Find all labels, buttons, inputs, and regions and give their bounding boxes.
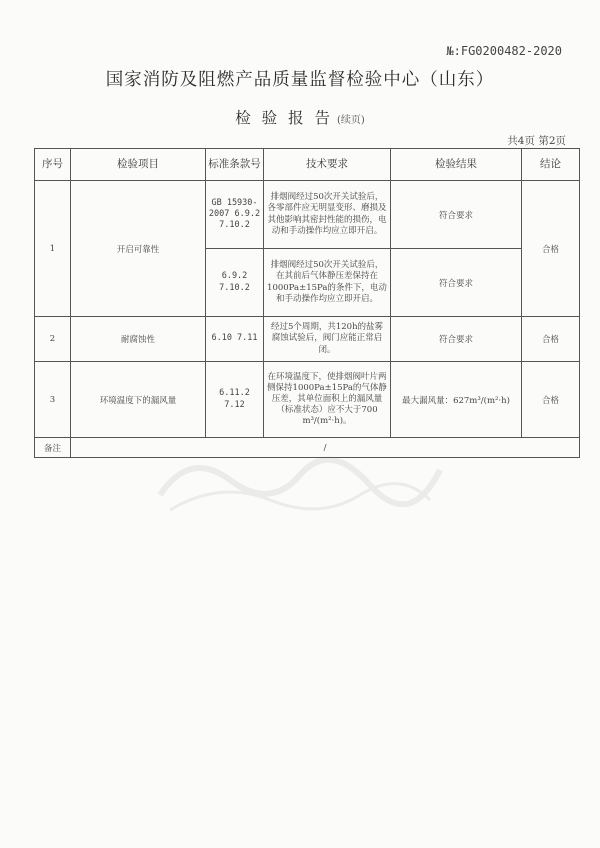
row3-result: 最大漏风量：627m³/(m²·h) (391, 362, 522, 438)
row3-item: 环境温度下的漏风量 (71, 362, 206, 438)
row1a-req: 排烟阀经过50次开关试验后，各零部件应无明显变形、磨损及其他影响其密封性能的损伤，电动和手动操作均应立即开启。 (264, 181, 391, 249)
row1b-req: 排烟阀经过50次开关试验后，在其前后气体静压差保持在1000Pa±15Pa的条件下，电动和手动操作均应立即开启。 (264, 249, 391, 317)
row3-req: 在环境温度下，使排烟阀叶片两侧保持1000Pa±15Pa的气体静压差，其单位面积上的漏风量（标准状态）应不大于700 m³/(m²·h)。 (264, 362, 391, 438)
page-count: 共4页 第2页 (507, 135, 566, 147)
header-item: 检验项目 (71, 149, 206, 181)
organization-title: 国家消防及阻燃产品质量监督检验中心（山东） (105, 70, 495, 90)
header-std: 标准条款号 (206, 149, 264, 181)
watermark-graphic (150, 440, 450, 520)
table-row (35, 317, 580, 362)
row3-seq: 3 (35, 362, 71, 438)
row2-conclusion: 合格 (522, 317, 580, 362)
document-title-main: 检 验 报 告 (235, 109, 333, 127)
header-conclusion: 结论 (522, 149, 580, 181)
document-title (0, 106, 600, 128)
table-header-row (35, 149, 580, 181)
row1-item: 开启可靠性 (71, 181, 206, 317)
row2-result: 符合要求 (391, 317, 522, 362)
row1a-result: 符合要求 (391, 181, 522, 249)
row2-std: 6.10 7.11 (206, 317, 264, 362)
table-row (35, 362, 580, 438)
row1a-std: GB 15930-2007 6.9.2 7.10.2 (206, 181, 264, 249)
row2-req: 经过5个周期，共120h的盐雾腐蚀试验后，阀门应能正常启闭。 (264, 317, 391, 362)
continued-label: (续页) (336, 115, 365, 126)
row3-std: 6.11.2 7.12 (206, 362, 264, 438)
table-row (35, 181, 580, 249)
header-result: 检验结果 (391, 149, 522, 181)
row1b-result: 符合要求 (391, 249, 522, 317)
report-number: №:FG0200482-2020 (446, 44, 562, 58)
row2-seq: 2 (35, 317, 71, 362)
row1b-std: 6.9.2 7.10.2 (206, 249, 264, 317)
row2-item: 耐腐蚀性 (71, 317, 206, 362)
row1-conclusion: 合格 (522, 181, 580, 317)
remark-value: / (71, 438, 580, 458)
row3-conclusion: 合格 (522, 362, 580, 438)
row1-seq: 1 (35, 181, 71, 317)
remark-label: 备注 (35, 438, 71, 458)
header-seq: 序号 (35, 149, 71, 181)
header-req: 技术要求 (264, 149, 391, 181)
inspection-table (34, 148, 580, 458)
